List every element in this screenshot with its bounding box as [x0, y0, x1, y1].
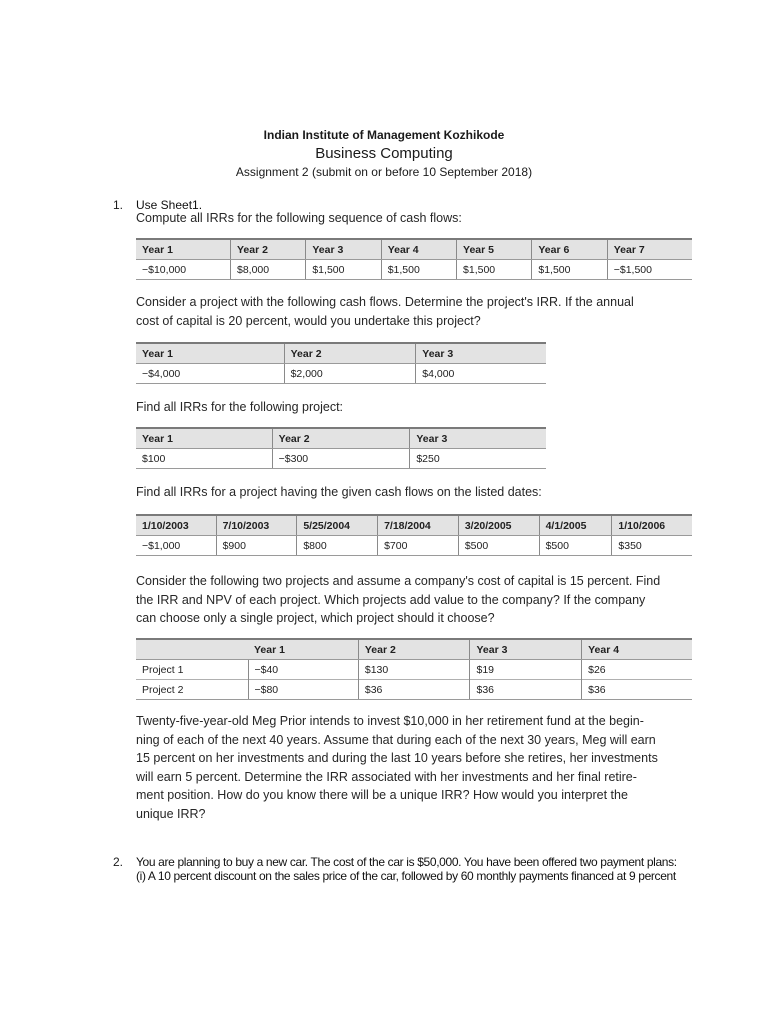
table-cell: $2,000	[284, 364, 416, 384]
table-cell: $36	[358, 680, 470, 700]
table-header-cell: 1/10/2006	[612, 515, 692, 536]
q1-prompt-retirement-fund	[136, 712, 696, 823]
table-header-cell: Year 3	[416, 343, 546, 364]
cash-flow-table-1	[136, 238, 692, 280]
table-cell: $250	[410, 449, 546, 469]
project-row-label: Project 1	[142, 663, 184, 676]
table-cell: $350	[612, 536, 692, 556]
table-header-cell: 7/18/2004	[378, 515, 459, 536]
table-cell: $36	[470, 680, 582, 700]
table-cell: $1,500	[457, 260, 532, 280]
table-header-cell: Year 1	[248, 639, 358, 660]
paragraph-line: Twenty-five-year-old Meg Prior intends to invest $10,000 in her retirement fund at the begin-	[136, 714, 644, 728]
institute-name: Indian Institute of Management Kozhikode	[263, 128, 505, 142]
table-cell: −$10,000	[136, 260, 231, 280]
question-1-number: 1.	[113, 198, 124, 212]
question-2-line-1: You are planning to buy a new car. The cost of the car is $50,000. You have been offered two payment plans:	[136, 855, 677, 869]
table-cell: $800	[297, 536, 378, 556]
q1-prompt-two-projects	[136, 572, 696, 628]
table-header-cell: Year 2	[358, 639, 470, 660]
project-row-label: Project 2	[136, 680, 248, 700]
q1-prompt-irr-sequence: Compute all IRRs for the following sequence of cash flows:	[136, 211, 462, 225]
table-cell: −$80	[248, 680, 358, 700]
table-header-cell: Year 1	[136, 428, 272, 449]
table-cell: $1,500	[381, 260, 456, 280]
paragraph-line: can choose only a single project, which project should it choose?	[136, 611, 495, 625]
cash-flow-table-3	[136, 427, 546, 469]
table-header-cell: 7/10/2003	[216, 515, 297, 536]
table-cell: −$300	[272, 449, 410, 469]
table-cell: $700	[378, 536, 459, 556]
paragraph-line: ning of each of the next 40 years. Assume that during each of the next 30 years, Meg will earn	[136, 732, 656, 747]
table-header-cell: Year 3	[410, 428, 546, 449]
table-cell: $8,000	[231, 260, 306, 280]
paragraph-line: unique IRR?	[136, 806, 206, 821]
table-header-cell: Year 4	[381, 239, 456, 260]
table-header-cell: 1/10/2003	[136, 515, 216, 536]
course-title: Business Computing	[315, 145, 453, 162]
table-cell: $1,500	[306, 260, 381, 280]
table-header-cell: Year 1	[136, 343, 284, 364]
paragraph-line: 15 percent on her investments and during the last 10 years before she retires, her investments	[136, 751, 658, 765]
table-cell: $500	[539, 536, 612, 556]
table-header-cell: 5/25/2004	[297, 515, 378, 536]
table-cell: −$40	[248, 660, 358, 680]
table-header-cell: Year 6	[532, 239, 607, 260]
paragraph-line: cost of capital is 20 percent, would you undertake this project?	[136, 313, 481, 328]
table-header-cell: Year 2	[284, 343, 416, 364]
table-header-cell-empty	[136, 639, 248, 660]
table-header-cell: Year 5	[457, 239, 532, 260]
table-header-cell: 3/20/2005	[458, 515, 539, 536]
table-header-cell: Year 3	[470, 639, 582, 660]
table-cell: $4,000	[416, 364, 546, 384]
paragraph-line: the IRR and NPV of each project. Which projects add value to the company? If the company	[136, 592, 646, 607]
table-cell: $19	[470, 660, 582, 680]
table-cell: $26	[588, 663, 606, 676]
table-header-cell: Year 2	[272, 428, 410, 449]
question-2-line-2: (i) A 10 percent discount on the sales price of the car, followed by 60 monthly payments financed at 9 percent	[136, 869, 676, 883]
table-cell: $36	[582, 680, 692, 700]
table-cell: $900	[216, 536, 297, 556]
paragraph-line: ment position. How do you know there will be a unique IRR? How would you interpret the	[136, 788, 628, 802]
table-header-cell: 4/1/2005	[539, 515, 612, 536]
table-cell: $1,500	[532, 260, 607, 280]
cash-flow-table-4	[136, 514, 692, 556]
table-cell: $100	[136, 449, 272, 469]
table-cell: −$1,500	[607, 260, 692, 280]
table-header-cell: Year 7	[607, 239, 692, 260]
paragraph-line: Consider a project with the following cash flows. Determine the project's IRR. If the annual	[136, 295, 634, 309]
cash-flow-table-2	[136, 342, 546, 384]
table-cell: $500	[458, 536, 539, 556]
table-cell: −$4,000	[136, 364, 284, 384]
question-2-number: 2.	[113, 855, 124, 869]
q1-prompt-project-irr	[136, 293, 696, 330]
paragraph-line: will earn 5 percent. Determine the IRR associated with her investments and her final retire-	[136, 769, 637, 784]
table-header-cell: Year 3	[306, 239, 381, 260]
project-comparison-table	[136, 638, 692, 700]
question-1-intro: Use Sheet1.	[136, 198, 203, 212]
table-header-cell: Year 2	[231, 239, 306, 260]
table-header-cell: Year 4	[582, 639, 692, 660]
q1-prompt-find-irrs: Find all IRRs for the following project:	[136, 400, 344, 414]
q1-prompt-dated-cash-flows: Find all IRRs for a project having the given cash flows on the listed dates:	[136, 485, 542, 499]
table-cell: −$1,000	[136, 536, 216, 556]
paragraph-line: Consider the following two projects and assume a company's cost of capital is 15 percent. Find	[136, 574, 661, 588]
table-header-cell: Year 1	[136, 239, 231, 260]
table-cell: $130	[358, 660, 470, 680]
assignment-title: Assignment 2 (submit on or before 10 September 2018)	[235, 165, 533, 179]
